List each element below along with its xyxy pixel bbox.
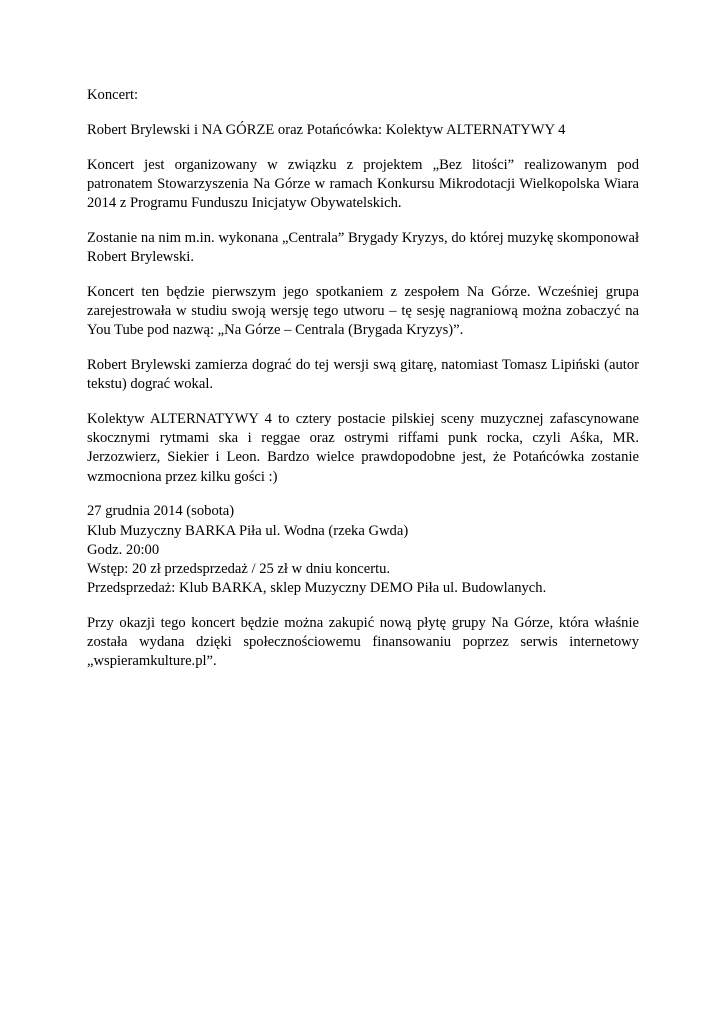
event-time: Godz. 20:00	[87, 541, 160, 558]
paragraph-guitar: Robert Brylewski zamierza dograć do tej wersji swą gitarę, natomiast Tomasz Lipiński (autor tekstu) dograć wokal.	[87, 357, 639, 393]
paragraph-closing: Przy okazji tego koncert będzie można zakupić nową płytę grupy Na Górze, która właśnie została wydana dzięki społecznościowemu finansowaniu poprzez serwis internetowy „wspieramkulture.pl”.	[87, 615, 639, 670]
concert-title: Robert Brylewski i NA GÓRZE oraz Potańcówka: Kolektyw ALTERNATYWY 4	[87, 121, 566, 138]
event-date: 27 grudnia 2014 (sobota)	[87, 503, 235, 520]
paragraph-meeting: Koncert ten będzie pierwszym jego spotkaniem z zespołem Na Górze. Wcześniej grupa zarejestrowała w studiu swoją wersję tego utworu – tę sesję nagraniową można zobaczyć na You Tube pod nazwą: „Na Górze – Centrala (Brygada Kryzys)”.	[87, 283, 639, 339]
event-details	[87, 502, 639, 598]
event-venue: Klub Muzyczny BARKA Piła ul. Wodna (rzeka Gwda)	[87, 522, 409, 539]
event-entry: Wstęp: 20 zł przedsprzedaż / 25 zł w dniu koncertu.	[87, 561, 391, 578]
document-body	[87, 86, 639, 687]
event-presale: Przedsprzedaż: Klub BARKA, sklep Muzyczny DEMO Piła ul. Budowlanych.	[87, 580, 547, 597]
paragraph-project: Koncert jest organizowany w związku z projektem „Bez litości” realizowanym pod patronatem Stowarzyszenia Na Górze w ramach Konkursu Mikrodotacji Wielkopolska Wiara 2014 z Programu Funduszu Inicjatyw Obywatelskich.	[87, 156, 639, 211]
paragraph-kolektyw: Kolektyw ALTERNATYWY 4 to cztery postacie pilskiej sceny muzycznej zafascynowane skocznymi rytmami ska i reggae oraz ostrymi riffami punk rocka, czyli Aśka, MR. Jerzozwierz, Siekier i Leon. Bardzo wielce prawdopodobne jest, że Potańcówka zostanie wzmocniona przez kilku gości :)	[87, 411, 639, 485]
document-heading: Koncert:	[87, 87, 139, 103]
paragraph-centrala: Zostanie na nim m.in. wykonana „Centrala” Brygady Kryzys, do której muzykę skomponował Robert Brylewski.	[87, 229, 639, 265]
